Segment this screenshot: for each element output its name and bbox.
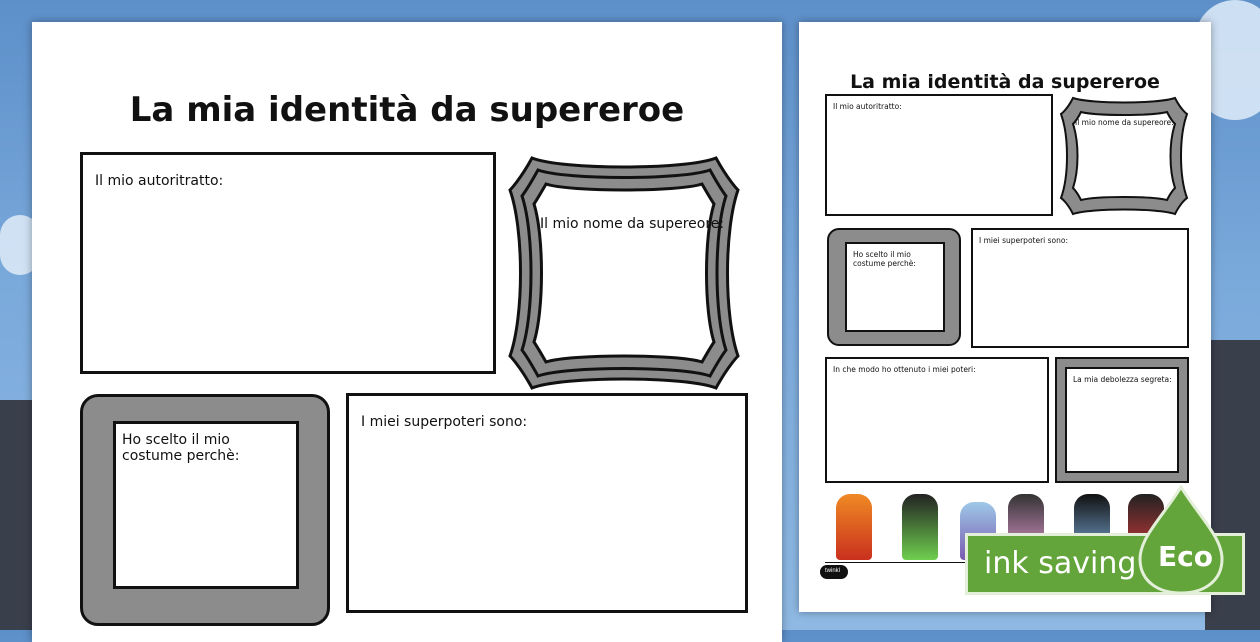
powers-label: I miei superpoteri sono: — [979, 236, 1069, 245]
obtained-powers-box — [825, 357, 1049, 483]
portrait-box — [825, 94, 1053, 216]
ink-saving-text: ink saving — [984, 546, 1137, 581]
powers-box — [971, 228, 1189, 348]
logo-text: twinkl — [825, 568, 841, 574]
ornate-frame-icon — [502, 150, 746, 396]
name-label: Il mio nome da supereore: — [540, 216, 725, 232]
powers-label: I miei superpoteri sono: — [361, 414, 528, 430]
hero-green-icon — [902, 494, 938, 560]
page-title: La mia identità da supereroe — [850, 71, 1160, 93]
costume-label: Ho scelto il mio costume perchè: — [122, 432, 240, 464]
portrait-label: Il mio autoritratto: — [833, 102, 902, 111]
page-title: La mia identità da supereroe — [129, 90, 685, 130]
portrait-box — [80, 152, 496, 374]
costume-frame — [80, 394, 330, 626]
hero-flame-icon — [836, 494, 872, 560]
twinkl-logo — [820, 565, 848, 579]
name-frame — [1057, 94, 1191, 218]
weakness-frame — [1055, 357, 1189, 483]
costume-frame — [827, 228, 961, 346]
weakness-box — [1065, 367, 1179, 473]
costume-box — [113, 421, 299, 589]
ornate-frame-icon — [1057, 94, 1191, 218]
powers-box — [346, 393, 748, 613]
portrait-label: Il mio autoritratto: — [95, 173, 224, 189]
obtained-powers-label: In che modo ho ottenuto i miei poteri: — [833, 365, 976, 374]
name-frame — [502, 150, 746, 396]
eco-label: Eco — [1158, 540, 1213, 573]
worksheet-page-large — [32, 22, 782, 642]
name-label: Il mio nome da supereore: — [1075, 118, 1174, 127]
weakness-label: La mia debolezza segreta: — [1073, 375, 1172, 384]
costume-box — [845, 242, 945, 332]
costume-label: Ho scelto il mio costume perchè: — [853, 250, 916, 268]
